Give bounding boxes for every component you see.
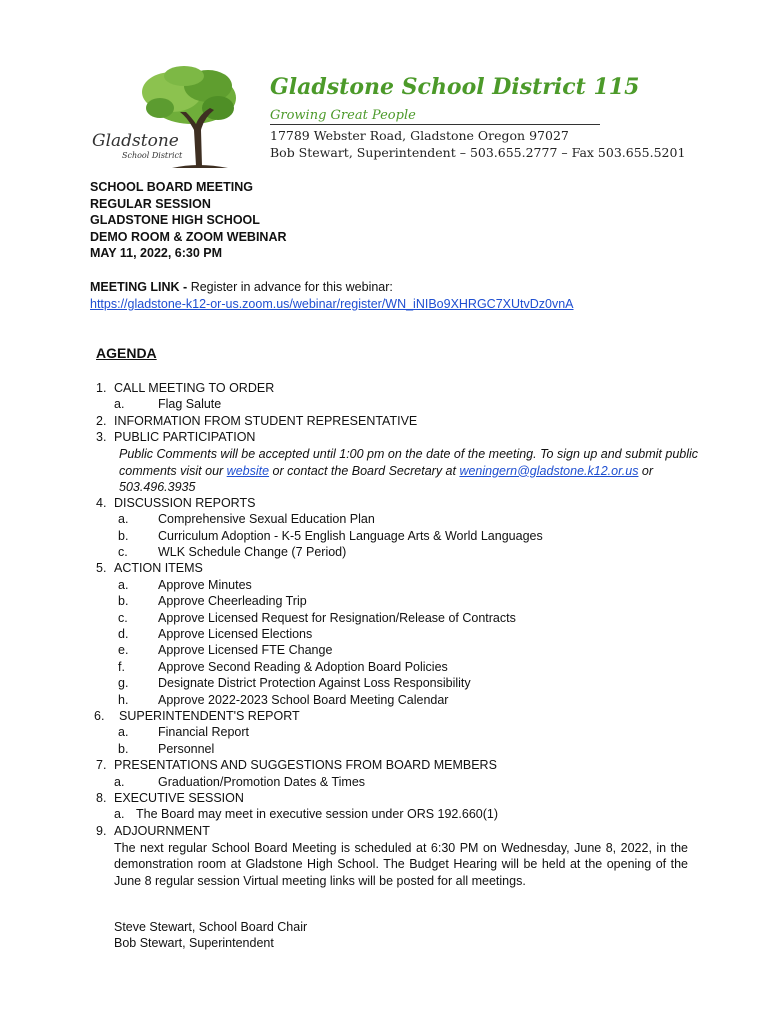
item-letter: g. <box>118 676 129 691</box>
item-letter: d. <box>118 627 129 641</box>
item-letter: a. <box>118 725 129 740</box>
logo-text-sub: School District <box>122 151 183 160</box>
item-text: Approve Licensed FTE Change <box>158 643 333 658</box>
tagline: Growing Great People <box>270 108 600 125</box>
item-text: EXECUTIVE SESSION <box>114 791 244 805</box>
item-text: Graduation/Promotion Dates & Times <box>158 774 366 789</box>
item-text: ADJOURNMENT <box>114 823 210 838</box>
meeting-header-line: DEMO ROOM & ZOOM WEBINAR <box>90 229 287 244</box>
item-text: Financial Report <box>158 725 250 740</box>
item-text: CALL MEETING TO ORDER <box>114 381 275 395</box>
item-letter: b. <box>118 528 129 543</box>
item-letter: h. <box>118 692 129 707</box>
item-letter: a. <box>118 512 129 527</box>
item-letter: b. <box>118 594 129 609</box>
item-letter: c. <box>118 545 128 559</box>
agenda-heading: AGENDA <box>96 345 157 361</box>
item-letter: a. <box>114 807 125 822</box>
item-text: Approve Second Reading & Adoption Board Policies <box>158 659 448 674</box>
item-letter: a. <box>114 397 125 412</box>
meeting-header-line: REGULAR SESSION <box>90 196 211 211</box>
public-comment-text: or 503.496.3935 <box>119 463 654 494</box>
public-comment-note <box>119 446 729 496</box>
meeting-header <box>90 179 287 262</box>
item-text: PUBLIC PARTICIPATION <box>114 430 256 445</box>
item-text: Approve Minutes <box>158 577 252 592</box>
item-number: 4. <box>96 495 107 510</box>
item-text: Approve Licensed Request for Resignation/Release of Contracts <box>158 610 516 625</box>
meeting-date: MAY 11, 2022, 6:30 PM <box>90 246 223 260</box>
item-text: Designate District Protection Against Loss Responsibility <box>158 676 471 691</box>
item-number: 3. <box>96 430 107 445</box>
item-text: Comprehensive Sexual Education Plan <box>158 512 375 527</box>
item-number: 7. <box>96 758 107 773</box>
item-text: Approve Licensed Elections <box>158 627 313 641</box>
meeting-link-intro: Register in advance for this webinar: <box>190 280 393 294</box>
item-text: The Board may meet in executive session under ORS 192.660(1) <box>136 807 498 822</box>
signature-superintendent: Bob Stewart, Superintendent <box>114 936 274 951</box>
item-number: 8. <box>96 791 107 805</box>
website-link[interactable]: website <box>226 463 270 478</box>
item-number: 1. <box>96 381 107 395</box>
public-comment-text: or contact the Board Secretary at <box>269 463 460 478</box>
item-text: Approve Cheerleading Trip <box>158 594 307 609</box>
item-letter: a. <box>114 774 125 789</box>
item-number: 9. <box>96 823 107 838</box>
item-letter: b. <box>118 741 129 756</box>
public-comment-text: Public Comments will be accepted until 1:00 pm on the date of the meeting. To sign up and submit public comments visit our <box>119 447 699 478</box>
item-text: Personnel <box>158 741 215 756</box>
board-secretary-email-link[interactable]: weningern@gladstone.k12.or.us <box>459 463 639 478</box>
meeting-link-block <box>90 279 574 312</box>
item-text: Curriculum Adoption - K-5 English Language Arts & World Languages <box>158 528 543 543</box>
meeting-header-line: GLADSTONE HIGH SCHOOL <box>90 213 260 227</box>
logo-text-main: Gladstone <box>92 131 179 151</box>
item-text: DISCUSSION REPORTS <box>114 495 256 510</box>
item-letter: e. <box>118 643 129 658</box>
item-letter: c. <box>118 610 128 625</box>
superintendent-contact: Bob Stewart, Superintendent – 503.655.2777 – Fax 503.655.5201 <box>270 145 686 160</box>
meeting-link-label: MEETING LINK - <box>90 280 188 294</box>
district-name: Gladstone School District 115 <box>270 74 640 100</box>
item-text: WLK Schedule Change (7 Period) <box>158 545 347 559</box>
webinar-registration-link[interactable]: https://gladstone-k12-or-us.zoom.us/webinar/register/WN_iNIBo9XHRGC7XUtvDz0vnA <box>90 296 574 311</box>
next-meeting-note: The next regular School Board Meeting is scheduled at 6:30 PM on Wednesday, June 8, 2022, in the demonstration room at Gladstone High School. The Budget Hearing will be held at the opening of the June 8 regular session Virtual meeting links will be posted for all meetings. <box>114 840 688 888</box>
meeting-header-line: SCHOOL BOARD MEETING <box>90 180 253 194</box>
item-number: 5. <box>96 561 107 576</box>
item-text: SUPERINTENDENT'S REPORT <box>119 709 300 723</box>
item-text: INFORMATION FROM STUDENT REPRESENTATIVE <box>114 413 418 428</box>
item-letter: a. <box>118 577 129 592</box>
item-text: ACTION ITEMS <box>114 561 203 576</box>
item-text: PRESENTATIONS AND SUGGESTIONS FROM BOARD MEMBERS <box>114 758 497 773</box>
item-number: 6. <box>94 709 105 723</box>
district-address: 17789 Webster Road, Gladstone Oregon 97027 <box>270 128 569 143</box>
item-letter: f. <box>118 659 125 674</box>
district-tree-logo <box>88 64 248 170</box>
item-text: Approve 2022-2023 School Board Meeting Calendar <box>158 692 449 707</box>
item-text: Flag Salute <box>158 397 222 412</box>
signature-board-chair: Steve Stewart, School Board Chair <box>114 920 308 934</box>
item-number: 2. <box>96 413 107 428</box>
